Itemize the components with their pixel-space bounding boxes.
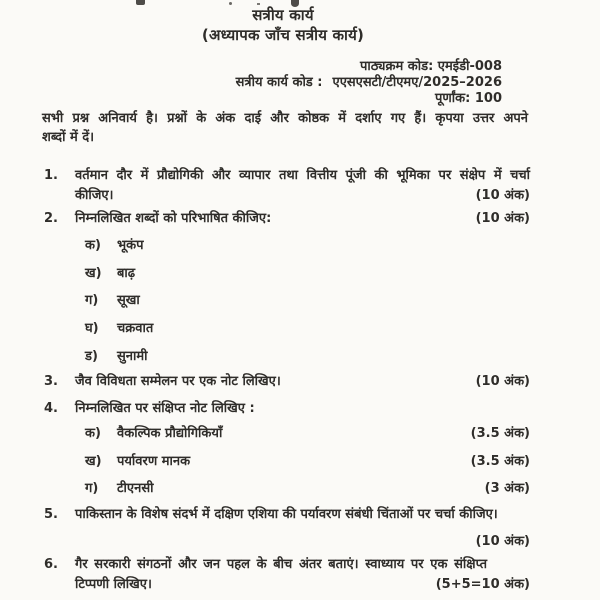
question-3 [44,372,530,392]
question-number: 1. [44,168,58,183]
question-text: निम्नलिखित पर संक्षिप्त नोट लिखिए : [75,401,255,416]
question-text: जैव विविधता सम्मेलन पर एक नोट लिखिए। [75,374,281,389]
item-text: चक्रवात [117,321,154,336]
question-text-line-1: गैर सरकारी संगठनों और जन पहल के बीच अंतर बताएं। स्वाध्याय पर एक संक्षिप्त [75,557,487,572]
marks-label: (10 अंक) [475,534,530,549]
document-title: सत्रीय कार्य [252,6,314,24]
item-text: पर्यावरण मानक [117,454,191,469]
instructions-line-1: सभी प्रश्न अनिवार्य है। प्रश्नों के अंक दाई और कोष्ठक में दर्शाए गए हैं। कृपया उत्तर अपने [42,111,528,126]
question-2-item-c [85,292,530,310]
item-label: ग) [85,481,99,496]
assignment-code-label: सत्रीय कार्य कोड : [235,75,323,90]
course-code: पाठ्यक्रम कोड: एमईडी-008 [360,59,502,74]
code-block [236,59,502,107]
item-text: बाढ़ [117,266,136,281]
question-body [75,166,530,205]
question-number: 2. [44,211,58,226]
question-number: 6. [44,557,58,572]
item-label: क) [85,238,101,253]
question-4-item-c [85,480,530,498]
marks-label: (3 अंक) [484,481,530,496]
question-6 [44,555,530,594]
question-text-line-2-row [75,186,530,206]
instructions [42,109,528,147]
marks-label: (3.5 अंक) [470,426,530,441]
question-2-item-b [85,265,530,283]
marks-label: (5+5=10 अंक) [435,576,530,592]
question-number: 5. [44,507,58,522]
question-4-item-b [85,453,530,471]
question-2-item-e [85,348,530,366]
item-label: ख) [85,454,102,469]
item-text: सुनामी [117,349,148,364]
total-marks: पूर्णांक: 100 [435,91,502,106]
marks-label: (10 अंक) [475,374,530,389]
instructions-line-2: शब्दों में दें। [42,130,95,145]
question-text: पाकिस्तान के विशेष संदर्भ में दक्षिण एशिया की पर्यावरण संबंधी चिंताओं पर चर्चा कीजिए। [75,507,498,522]
item-text: सूखा [117,293,140,308]
question-1 [44,166,530,205]
question-text-line-2: कीजिए। [75,187,114,203]
question-text-line-2-row [75,575,530,595]
marks-label: (10 अंक) [475,187,530,203]
assignment-code [236,75,502,91]
question-5 [44,505,530,525]
question-2-item-a [85,237,530,255]
item-label: ख) [85,266,102,281]
question-text: निम्नलिखित शब्दों को परिभाषित कीजिए: [75,211,272,226]
document-subtitle: (अध्यापक जाँच सत्रीय कार्य) [201,26,365,44]
item-label: ड) [85,349,98,364]
assignment-code-value: एएसएसटी/टीएमए/2025–2026 [332,75,502,90]
question-4-item-a [85,425,530,443]
question-2-item-d [85,320,530,338]
question-text-line-1: वर्तमान दौर में प्रौद्योगिकी और व्यापार तथा वित्तीय पूंजी की भूमिका पर संक्षेप में चर्चा [75,168,530,183]
item-text: वैकल्पिक प्रौद्योगिकियाँ [117,426,223,441]
marks-label: (10 अंक) [475,211,530,226]
question-2 [44,209,530,229]
question-number: 3. [44,374,58,389]
question-number: 4. [44,401,58,416]
item-label: क) [85,426,101,441]
question-text-line-2: टिप्पणी लिखिए। [75,576,152,592]
question-body [75,555,530,594]
question-4 [44,399,530,419]
item-text: टीएनसी [117,481,154,496]
item-label: ग) [85,293,99,308]
marks-label: (3.5 अंक) [470,454,530,469]
item-text: भूकंप [117,238,144,253]
item-label: घ) [85,321,99,336]
